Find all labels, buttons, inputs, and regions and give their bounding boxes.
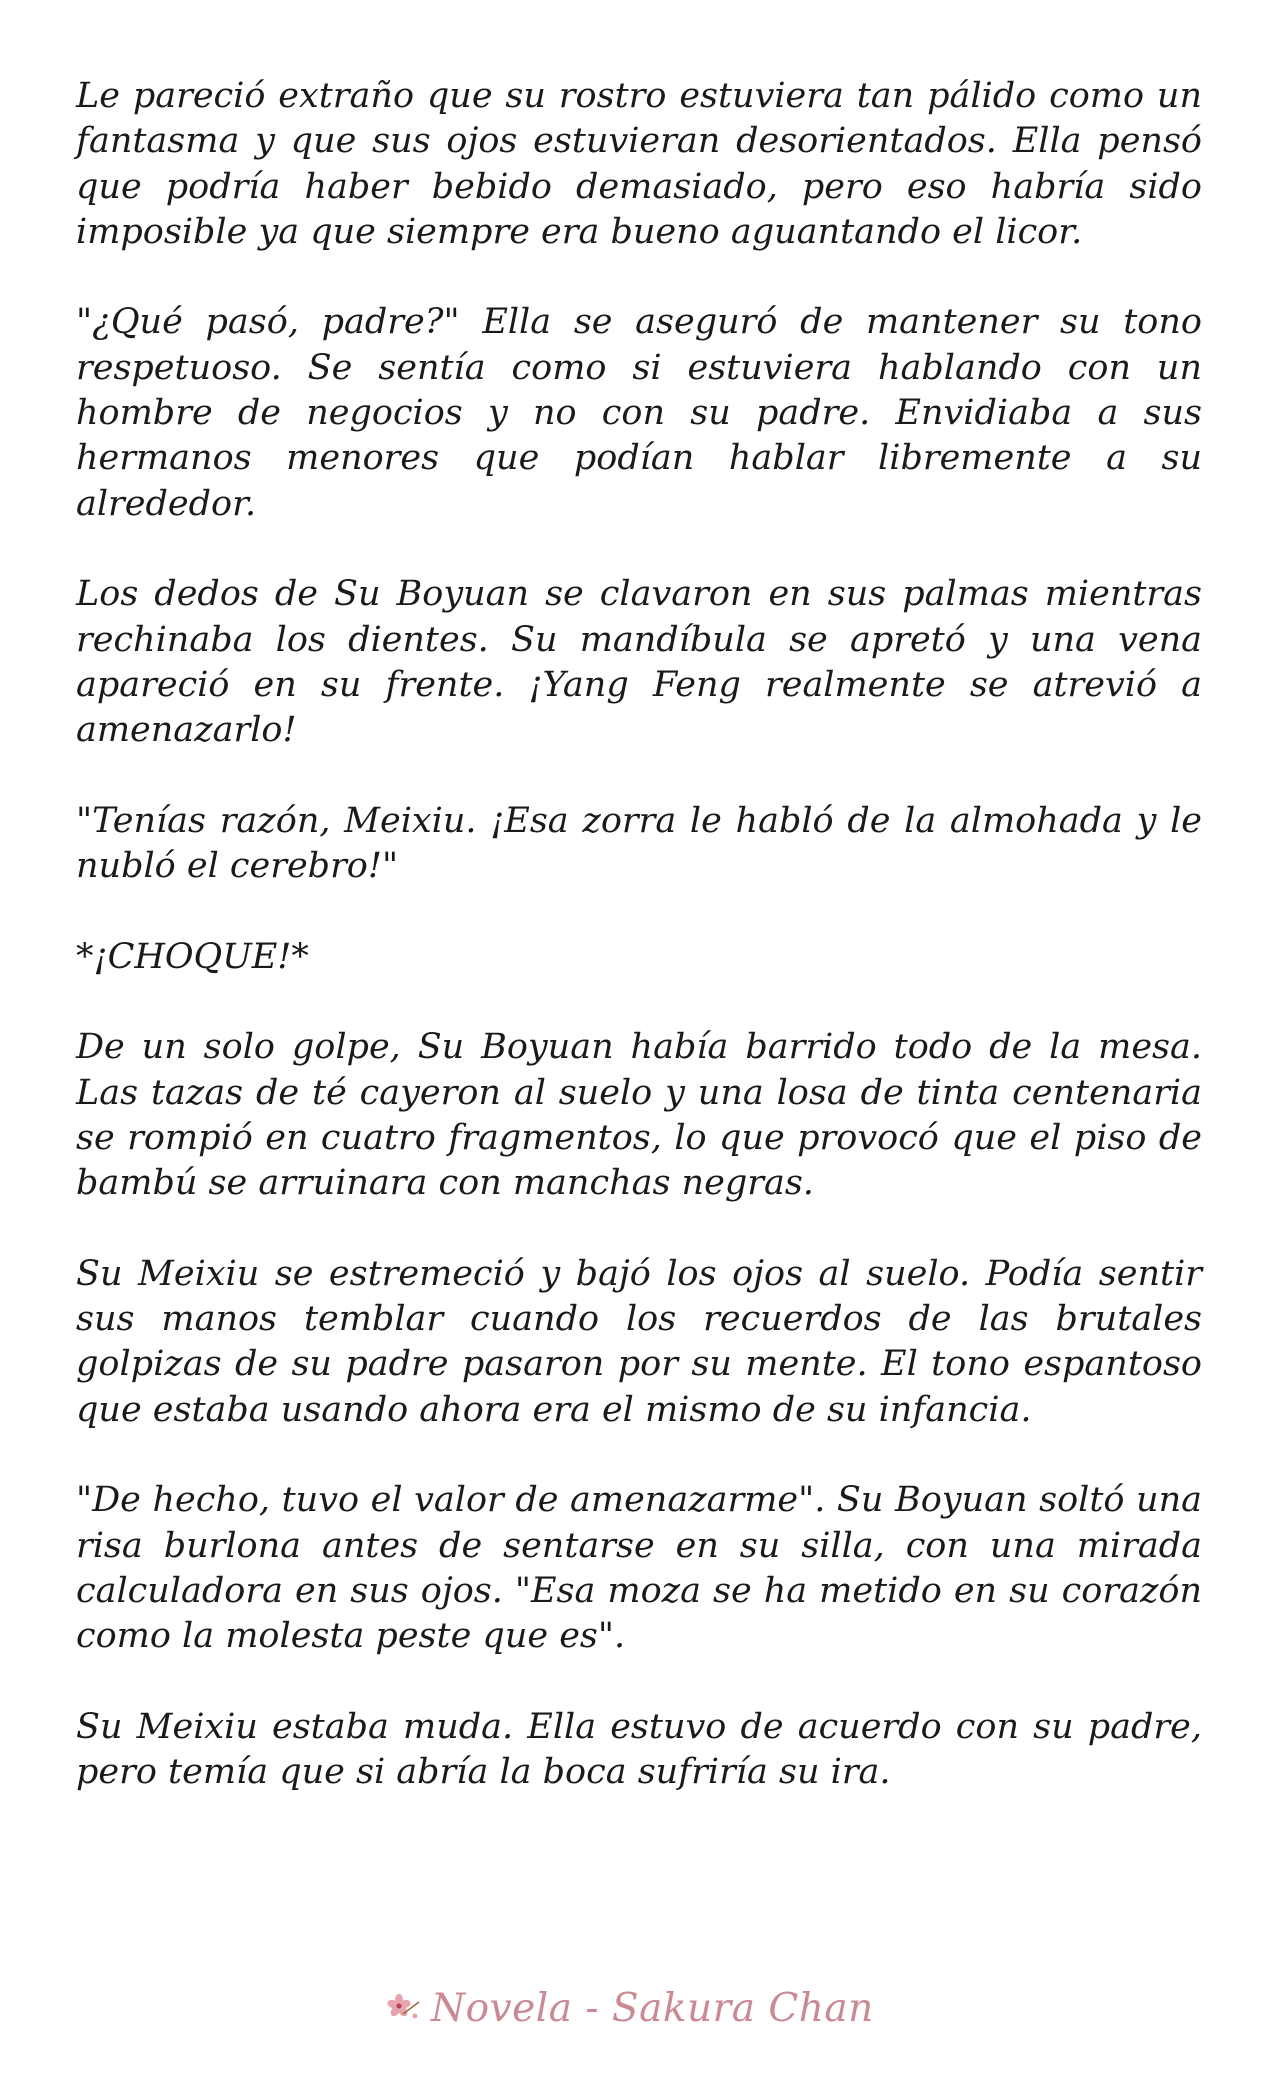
paragraph-1: Le pareció extraño que su rostro estuviera tan pálido como un fantasma y que sus ojos estuvieran desorientados. Ella pensó que podría haber bebido demasiado, pero eso habría sido imposible ya que siempre era bueno aguantando el licor.: [76, 76, 1202, 252]
sakura-flower-icon: [385, 1988, 425, 2028]
story-text: [76, 74, 1202, 1841]
watermark: [385, 1983, 874, 2033]
watermark-text: Novela - Sakura Chan: [431, 1985, 874, 2031]
paragraph-8: "De hecho, tuvo el valor de amenazarme". Su Boyuan soltó una risa burlona antes de sentarse en su silla, con una mirada calculadora en sus ojos. "Esa moza se ha metido en su corazón como la molesta peste que es".: [76, 1480, 1202, 1657]
paragraph-4: "Tenías razón, Meixiu. ¡Esa zorra le habló de la almohada y le nubló el cerebro!": [76, 800, 1202, 887]
paragraph-3: Los dedos de Su Boyuan se clavaron en sus palmas mientras rechinaba los dientes. Su mandíbula se apretó y una vena apareció en su frente. ¡Yang Feng realmente se atrevió a amenazarlo!: [76, 574, 1202, 751]
paragraph-9: Su Meixiu estaba muda. Ella estuvo de acuerdo con su padre, pero temía que si abría la boca sufriría su ira.: [76, 1706, 1202, 1792]
paragraph-2: "¿Qué pasó, padre?" Ella se aseguró de mantener su tono respetuoso. Se sentía como si estuviera hablando con un hombre de negocios y no con su padre. Envidiaba a sus hermanos menores que podían hablar libremente a su alrededor.: [76, 302, 1202, 524]
paragraph-5-sound-effect: *¡CHOQUE!*: [76, 936, 309, 977]
paragraph-6: De un solo golpe, Su Boyuan había barrido todo de la mesa. Las tazas de té cayeron al suelo y una losa de tinta centenaria se rompió en cuatro fragmentos, lo que provocó que el piso de bambú se arruinara con manchas negras.: [76, 1027, 1202, 1204]
paragraph-7: Su Meixiu se estremeció y bajó los ojos al suelo. Podía sentir sus manos temblar cuando los recuerdos de las brutales golpizas de su padre pasaron por su mente. El tono espantoso que estaba usando ahora era el mismo de su infancia.: [76, 1253, 1202, 1430]
